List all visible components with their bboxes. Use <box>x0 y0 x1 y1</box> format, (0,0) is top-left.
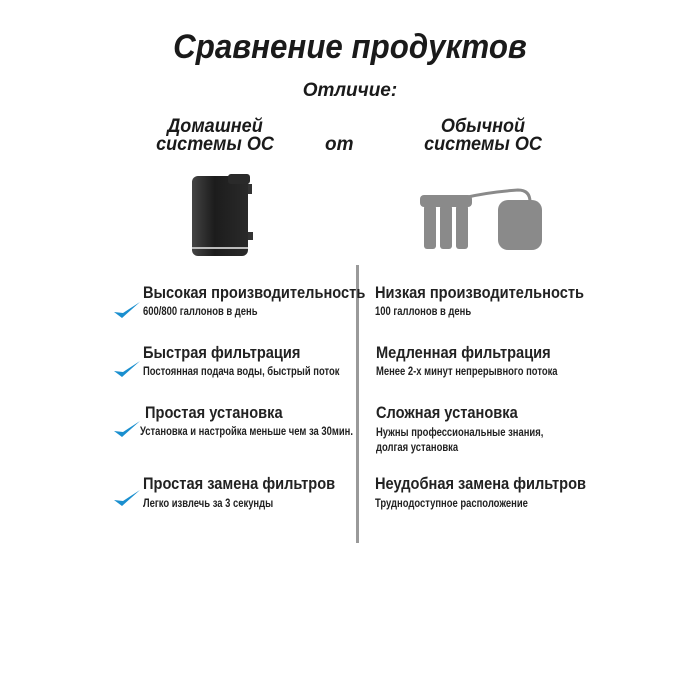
right-item-title: Сложная установка <box>376 403 518 422</box>
checkmark-icon <box>113 418 141 440</box>
column-divider <box>356 265 359 543</box>
left-heading-line2: системы ОС <box>156 134 274 155</box>
page-title: Сравнение продуктов <box>173 28 527 66</box>
subtitle: Отличие: <box>302 80 398 101</box>
left-heading-line1: Домашней <box>167 116 263 137</box>
home-ro-system-image <box>188 172 260 260</box>
right-heading-line1: Обычной <box>440 116 526 137</box>
right-heading <box>421 118 545 154</box>
left-heading <box>153 118 277 154</box>
right-item-desc: Нужны профессиональные знания, <box>376 427 544 439</box>
right-item-title: Медленная фильтрация <box>376 343 551 362</box>
left-item-desc: Легко извлечь за 3 секунды <box>143 498 274 510</box>
left-item-title: Простая замена фильтров <box>143 474 336 493</box>
right-item-desc-line2: долгая установка <box>376 442 459 454</box>
left-item-title: Быстрая фильтрация <box>143 343 301 362</box>
right-item-desc: Труднодоступное расположение <box>375 498 528 510</box>
left-item-desc: 600/800 галлонов в день <box>143 306 258 318</box>
left-item-desc: Установка и настройка меньше чем за 30мин. <box>140 426 353 438</box>
left-item-title: Высокая производительность <box>143 283 366 302</box>
right-item-title: Неудобная замена фильтров <box>375 474 587 493</box>
checkmark-icon <box>113 358 141 380</box>
left-item-title: Простая установка <box>145 403 283 422</box>
left-item-desc: Постоянная подача воды, быстрый поток <box>143 366 340 378</box>
checkmark-icon <box>113 299 141 321</box>
vs-label: от <box>325 134 354 155</box>
right-item-desc: Менее 2-х минут непрерывного потока <box>376 366 558 378</box>
right-item-title: Низкая производительность <box>375 283 585 302</box>
conventional-ro-system-image <box>418 180 548 255</box>
checkmark-icon <box>113 487 141 509</box>
right-heading-line2: системы ОС <box>424 134 542 155</box>
right-item-desc: 100 галлонов в день <box>375 306 472 318</box>
